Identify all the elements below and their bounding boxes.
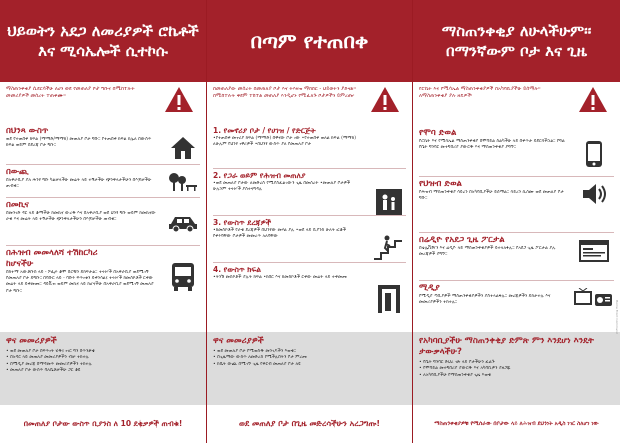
column-3-how-to-know	[413, 332, 620, 405]
guideline-item: • መጠለያ ቦታ ውስጥ ባለቤቶቻችሁ ጋር ቆዩ	[6, 368, 81, 374]
section-title: የህዝብ ድወል	[419, 179, 462, 189]
bus-icon	[170, 262, 196, 292]
section-public-siren	[419, 179, 569, 202]
section-title: በውጪ	[6, 167, 29, 177]
section-body: የሮኬት እና የሚሳኤል ማስጠንቀቂያ በሞባይል ስልካችሁ ላይ በቀጥታ ይደርሳችኋል። የግል የቤት ግንባር መተግበሪያ ያውርዱ እና ማስጠንቀቂያ ያግኙ።	[419, 139, 565, 151]
section-title: በህንጻ ውስጥ	[6, 126, 49, 136]
section-title: 1. የመኖሪያ ቦታ / የሀገዝ / የድርጅት	[213, 126, 316, 135]
column-1-key-guidelines	[0, 332, 206, 405]
section-title: 3. የውስጥ ደረጃዎች	[213, 218, 272, 227]
divider	[419, 232, 614, 233]
column-1-footer	[0, 405, 206, 443]
guideline-item: • በጊዜማው ውስጥ ለመድረስ የሚችሉበትን ቦታ ምረጡ	[213, 355, 307, 361]
column-in-buildings	[0, 0, 206, 443]
warning-icon	[370, 86, 400, 113]
footer-text: ወደ መጠለያ ቦታ በጊዜ መድረሳችሁን አረጋግጡ!	[238, 419, 381, 428]
section-mobile-alert	[419, 128, 569, 151]
column-3-footer	[413, 405, 620, 443]
section-radio-portal	[419, 235, 569, 258]
side-credit: Home Front Command	[615, 300, 619, 334]
section-residential-room	[213, 126, 363, 148]
column-2-intro-text: በመጠለያው መሰረት በመጠለያ ቦታ እና ትእዛዝ ማክበር - ህይወትን ያድናል። በሚከተሉት ቅደም ተከተል መጠለያ እንዲሆኑ የሚፈለጉ ቦታዎችን ይምረጡ፡	[213, 86, 356, 99]
guidelines-list	[213, 349, 406, 368]
tv-radio-icon	[573, 288, 613, 310]
house-icon	[170, 136, 196, 160]
section-public-transport	[6, 248, 156, 295]
footer-text: በመጠለያ ቦታው ውስጥ ቢያንስ ለ 10 ደቂቃዎች ጠብቁ!	[23, 419, 183, 428]
guidelines-title: ዋና መመሪያዎች	[213, 336, 264, 346]
divider	[213, 168, 406, 169]
column-3-title: ማስጠንቀቂያ ለሁላችሁም፡፡ በማንኛውም ቦታ እና ጊዜ	[441, 22, 592, 60]
section-body: በመንገድ ዳር ላይ ቆማችሁ ከመኪና ውረዱ እና በአቅራቢያ ወደ ህንፃ ግቡ ወይም ከመኪናው ራቁ እና መሬት ላይ ተኝታችሁ ጭንቅላታችሁን በእጆቻችሁ ጠብቁ።	[6, 211, 156, 223]
section-body: በቴሌቪዥን እና ሬዲዮ ላይ ማስጠንቀቂያዎች ይተላለፋሉ። የአደጋ ጊዜ ፖርታል ያሉ መረጃዎች ያግኙ።	[419, 246, 556, 258]
guidelines-title: ዋና መመሪያዎች	[6, 336, 57, 346]
section-body: የሚዲያ ጣቢያዎች ማስጠንቀቂያዎችን ያስተላልፋሉ። መረጃዎችን ይከታተሉ እና መመሪያዎችን ተከተሉ።	[419, 294, 551, 306]
column-protected-space	[206, 0, 413, 443]
web-portal-icon	[579, 240, 609, 264]
section-in-building	[6, 126, 156, 149]
car-icon	[168, 214, 198, 232]
guideline-item: • የቤት ግንባር ድህረ ገጽ ላይ ቦታችሁን ፈልጉ	[419, 360, 495, 365]
section-internal-room	[213, 265, 363, 281]
divider	[213, 262, 406, 263]
guideline-item: • ከቤት ውጪ በሚገኙ ጊዜ የቅርብ መጠለያ ቦታ ለዩ	[213, 361, 301, 367]
section-media	[419, 283, 569, 306]
column-alerts	[413, 0, 620, 443]
section-title: የሞባ ድወል	[419, 128, 457, 138]
section-public-shelter	[213, 171, 363, 193]
section-body: •የተጠበቀ መኖሪያ ክፍል (ማማድ) በዋናው ቦታ ነው •የተጠበቀ ወለል ክፍል (ማማክ) ለሁሉም የህንፃ ነዋሪዎች •በህንፃ ውስጥ ያለ የመጠለያ ቦታ	[213, 136, 356, 148]
divider	[419, 176, 614, 177]
divider	[213, 215, 406, 216]
footer-text: ማስጠንቀቂያዎቹ የሚሰራው በቦታው ላይ ለሕዝብ ደህንነት አዲስ ነገር ስለሆነ ነው	[434, 420, 599, 427]
warning-icon	[578, 86, 608, 113]
door-icon	[377, 284, 401, 314]
section-body: •ወደ መጠለያ ቦታው ለመድረስ የሚያስፈልገውን ጊዜ በመሰረት •መጠለያ ቦታዎች ሁሉንም ተጓዦች ያስተናግዳሉ	[213, 181, 351, 193]
column-3-intro-text: የሮኬት እና የሚሳኤል ማስጠንቀቂያዎች በአካባቢያችሁ ይሰማሉ። ለማስጠንቀቂያ ያሉ ዘዴዎች፡	[419, 86, 541, 99]
section-body: •ትንሽ መስኮቶች ያሉት ክፍል •ከበር እና ከመስኮቶች ርቀው መሬት ላይ ተቀመጡ	[213, 275, 347, 280]
column-2-intro	[207, 82, 412, 124]
section-body: የሕዝብ ማስጠንቀቂያ ሳይረን በአካባቢያችሁ ይሰማል። ሳይረን ሲሰሙ ወደ መጠለያ ቦታ ግቡ።	[419, 190, 564, 202]
guideline-item: • ለአካባቢያችሁ የማስጠንቀቂያ ጊዜ እወቁ	[419, 372, 491, 378]
column-3-intro	[413, 82, 620, 124]
warning-icon	[164, 86, 194, 113]
column-2-key-guidelines	[207, 332, 412, 405]
column-2-header	[207, 0, 412, 82]
divider	[6, 164, 200, 165]
section-body: በአቅራቢያ ያለ ሕንፃ ግቡ ካልቻላችሁ መሬት ላይ ተኝታችሁ ጭንቅላታችሁን በእጆቻችሁ ጠብቁ።	[6, 178, 152, 190]
column-2-title: በጣም የተጠበቀ	[250, 29, 369, 53]
section-body: •ከመስኮቶች የራቁ ደረጃዎች በህንፃው መሃል ያሉ •ወደ ላይ ቢያንስ ሁለት ፎቆች የቀሩባቸው ቦታዎች መመረጥ አለባቸው	[213, 228, 347, 240]
section-title: 4. የውስጥ ክፍል	[213, 265, 262, 274]
section-body: በከተማ አውቶቡስ ላይ - ሾፌሩ ቆሞ በሮቹን ይከፍታል። ተጓዦች በአቅራቢያ ወደሚገኝ የመጠለያ ቦታ ይግቡ። በባቡር ላይ - ባቡሩ ፍጥነቱን ይቀንሳል፤ ተጓዦች ከመስኮቶች ርቀው መሬት ላይ ይቀመጡ። ዳይቪዝ ወይም መኪና ላይ ከሆናችሁ በአቅራቢያ ወደሚገኝ መጠለያ ቦታ ግቡ።	[6, 270, 154, 294]
column-1-intro	[0, 82, 206, 124]
section-title: ሚዲያ	[419, 283, 440, 293]
section-title: በሬዲዮ የአደጋ ጊዜ ፖርታል	[419, 235, 505, 245]
column-1-header	[0, 0, 206, 82]
guideline-item: • የሞባይል መተግበሪያ ያውርዱ እና አካባቢዎን ያዘጋጁ	[419, 366, 511, 372]
guidelines-list	[419, 360, 614, 379]
section-body: ወደ የተጠበቀ ክፍል (ማማድ/ማማክ) መጠለያ ቦታ ግቡ። የተጠበቀ ክፍል ከሌለ በውስጥ ክፍል ወይም በደረጃ ቦታ ግቡ።	[6, 137, 152, 149]
mobile-phone-icon	[585, 140, 603, 168]
divider	[419, 280, 614, 281]
column-1-intro-text: ማስጠንቀቂያ ሲደርሳችሁ ለሀን ወደ የመጠለያ ቦታ ግቡና በሚከተሉት መመሪያዎች መሰረት ተጠቀሙ።	[6, 86, 135, 99]
column-2-footer	[207, 405, 412, 443]
guideline-item: • በሚዲያ መረጃ በማዳመጥ መመሪያዎችን ተከተሉ	[6, 361, 92, 367]
column-3-header	[413, 0, 620, 82]
divider	[6, 197, 200, 198]
section-internal-stairs	[213, 218, 363, 240]
guidelines-list	[6, 349, 200, 375]
tree-bench-icon	[168, 172, 198, 192]
divider	[6, 245, 200, 246]
section-title: በሕዝብ መመላለሻ ተሽከርካሪ	[6, 248, 98, 258]
section-in-vehicle	[6, 200, 156, 223]
stairs-icon	[373, 234, 403, 260]
section-title: 2. የጋራ ወይም የሕዝብ መጠለያ	[213, 171, 306, 180]
column-1-title: ህይወትን አደጋ ለመሪያዎች ሮኬቶች እና ሚሳኤሎች ሲተኮሱ	[7, 22, 199, 60]
section-subtitle: ከሆናችሁ	[6, 259, 34, 269]
guideline-item: • በአዳር ላይ መጠለያ መመሪያዎችን ብቻ ተከተሉ	[6, 355, 89, 361]
speaker-icon	[581, 182, 609, 206]
guideline-item: • ወደ መጠለያ ቦታ የሚወስዱ መንገዶችን እወቁ።	[213, 349, 296, 354]
guidelines-title: የአካባቢያችሁ ማስጠንቀቂያ ድምጽ ምን እንደሆነ እንዴት ታውቃላችሁ?	[419, 336, 594, 357]
section-title: በመኪና	[6, 200, 29, 210]
shelter-family-icon	[375, 188, 403, 216]
section-outdoors	[6, 167, 156, 190]
guideline-item: • ወደ መጠለያ ቦታ በፍጥነት ሂዱ፤ ነገር ግን በጥንቃቄ	[6, 349, 95, 354]
